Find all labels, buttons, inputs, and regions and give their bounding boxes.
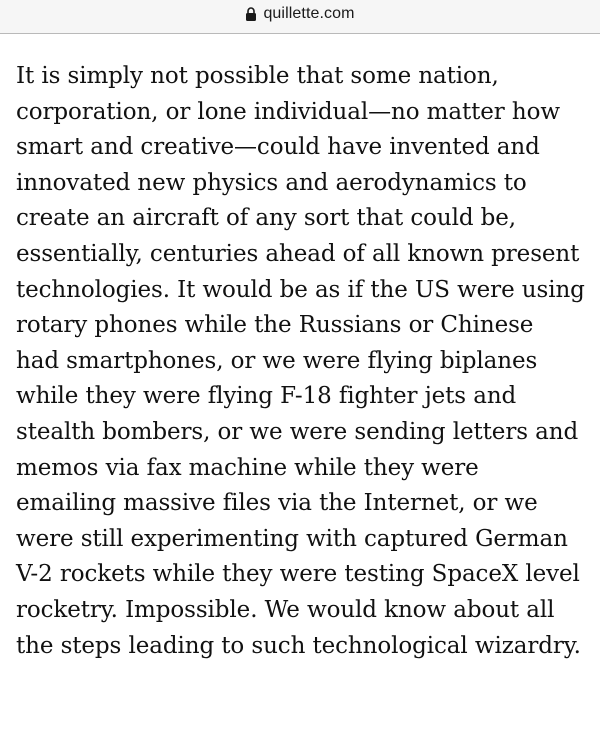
- paragraph-line: while they were flying F-18 fighter jets and: [16, 383, 517, 410]
- paragraph-line: essentially, centuries ahead of all known present: [16, 240, 580, 267]
- paragraph-line: innovated new physics and aerodynamics to: [16, 169, 527, 196]
- paragraph-line: corporation, or lone individual—no matter how: [16, 98, 560, 125]
- paragraph-line: V-2 rockets while they were testing SpaceX level: [16, 561, 580, 588]
- paragraph-line: had smartphones, or we were flying biplanes: [16, 347, 538, 374]
- paragraph-line: memos via fax machine while they were: [16, 454, 479, 481]
- paragraph-line: stealth bombers, or we were sending letters and: [16, 418, 579, 445]
- lock-icon: [245, 7, 257, 21]
- url-text: quillette.com: [263, 4, 355, 22]
- paragraph-line: technologies. It would be as if the US were using: [16, 276, 585, 303]
- paragraph-line: the steps leading to such technological wizardry.: [16, 632, 581, 659]
- article-paragraph: [16, 59, 590, 664]
- paragraph-line: rocketry. Impossible. We would know about all: [16, 596, 555, 623]
- url-display[interactable]: [245, 5, 354, 23]
- paragraph-line: It is simply not possible that some nation,: [16, 63, 499, 89]
- address-bar[interactable]: [0, 0, 600, 34]
- paragraph-line: smart and creative—could have invented and: [16, 134, 540, 161]
- paragraph-line: create an aircraft of any sort that could be,: [16, 205, 517, 232]
- paragraph-line: were still experimenting with captured German: [16, 525, 568, 552]
- paragraph-line: rotary phones while the Russians or Chinese: [16, 312, 534, 339]
- paragraph-line: emailing massive files via the Internet, or we: [16, 490, 538, 517]
